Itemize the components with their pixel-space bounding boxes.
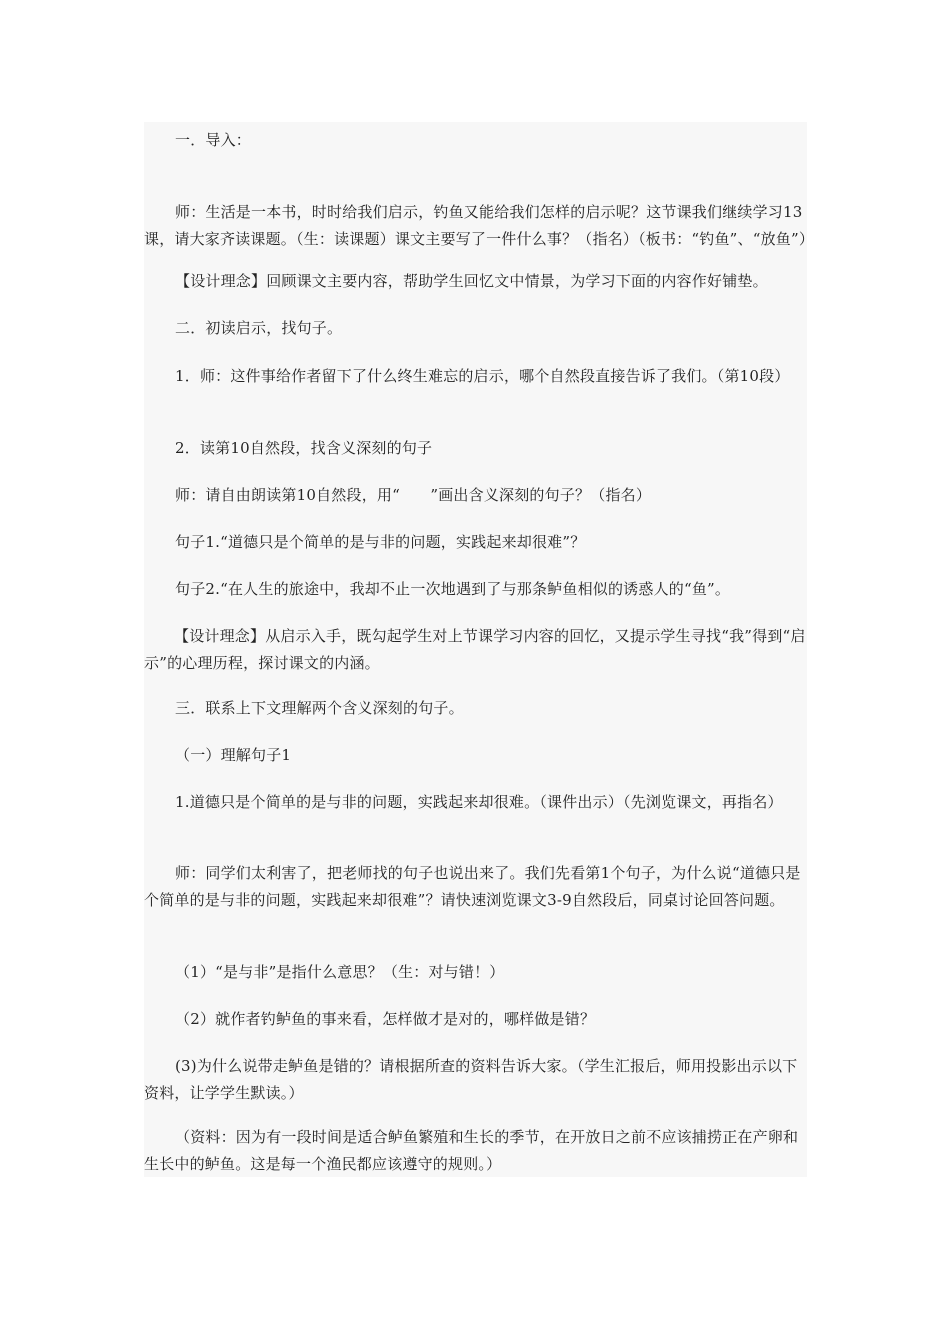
section-heading-read: 二．初读启示，找句子。 [175, 319, 343, 337]
paragraph-morality: 1.道德只是个简单的是与非的问题，实践起来却很难。（课件出示）（先浏览课文，再指名） [175, 793, 783, 811]
paragraph-read-10: 2．读第10自然段，找含义深刻的句子 [175, 439, 433, 457]
section-heading-intro: 一．导入： [175, 131, 252, 149]
paragraph-sentence-2: 句子2.“在人生的旅途中，我却不止一次地遇到了与那条鲈鱼相似的诱惑人的“鱼”。 [175, 580, 731, 598]
paragraph-q1: （1）“是与非”是指什么意思？（生：对与错！） [175, 963, 505, 981]
paragraph-teacher-praise: 师：同学们太利害了，把老师找的句子也说出来了。我们先看第1个句子，为什么说“道德只是个简单的是与非的问题，实践起来却很难”？请快速浏览课文3-9自然段后，同桌讨论回答问题。 [144, 864, 801, 909]
document-body [144, 122, 815, 1177]
paragraph-design-concept-2: 【设计理念】从启示入手，既勾起学生对上节课学习内容的回忆，又提示学生寻找“我”得到“启示”的心理历程，探讨课文的内涵。 [144, 627, 806, 672]
paragraph-material: （资料：因为有一段时间是适合鲈鱼繁殖和生长的季节，在开放日之前不应该捕捞正在产卵和生长中的鲈鱼。这是每一个渔民都应该遵守的规则。） [144, 1128, 799, 1173]
paragraph-q2: （2）就作者钓鲈鱼的事来看，怎样做才是对的，哪样做是错？ [175, 1010, 596, 1028]
paragraph-q3: (3)为什么说带走鲈鱼是错的？请根据所查的资料告诉大家。（学生汇报后，师用投影出示以下资料，让学学生默读。） [144, 1057, 798, 1102]
paragraph-question-1: 1．师：这件事给作者留下了什么终生难忘的启示，哪个自然段直接告诉了我们。（第10段） [175, 367, 790, 385]
section-heading-understand: 三．联系上下文理解两个含义深刻的句子。 [175, 699, 464, 717]
paragraph-teacher-read: 师：请自由朗读第10自然段，用“ ”画出含义深刻的句子？（指名） [175, 486, 652, 504]
subheading-sentence-1: （一）理解句子1 [175, 746, 292, 764]
paragraph-design-concept-1: 【设计理念】回顾课文主要内容，帮助学生回忆文中情景，为学习下面的内容作好铺垫。 [175, 272, 768, 290]
paragraph-teacher-intro: 师：生活是一本书，时时给我们启示，钓鱼又能给我们怎样的启示呢？这节课我们继续学习13课，请大家齐读课题。（生：读课题）课文主要写了一件什么事？（指名）（板书：“钓鱼”、“放鱼”） [144, 203, 815, 248]
paragraph-sentence-1: 句子1.“道德只是个简单的是与非的问题，实践起来却很难”？ [175, 533, 586, 551]
